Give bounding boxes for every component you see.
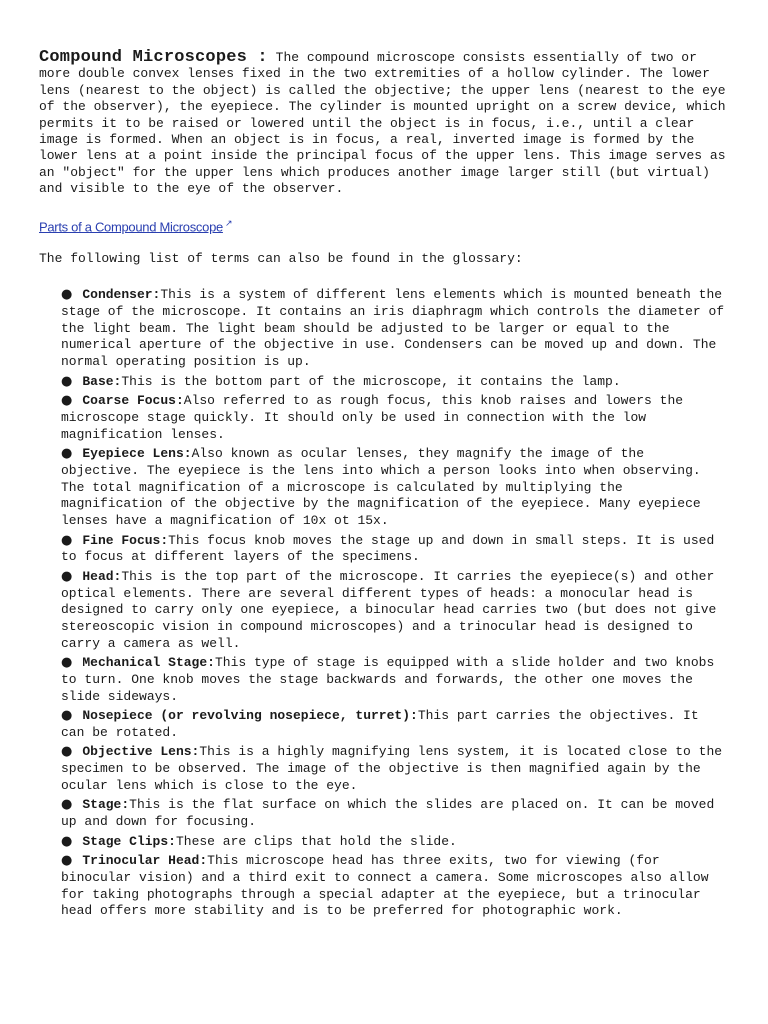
term-description: This focus knob moves the stage up and down in small steps. It is used to focus at different layers of the specimens. <box>61 532 715 565</box>
term-label: Coarse Focus: <box>82 392 184 408</box>
term-label: Base: <box>82 373 122 389</box>
bullet-icon: ● <box>61 373 73 389</box>
terms-list <box>61 287 729 920</box>
bullet-icon: ● <box>61 853 73 869</box>
intro-paragraph <box>39 50 729 198</box>
bullet-icon: ● <box>61 445 73 461</box>
link-line <box>39 215 729 235</box>
list-item <box>61 393 729 443</box>
term-label: Fine Focus: <box>82 532 169 548</box>
term-description: These are clips that hold the slide. <box>175 833 457 849</box>
list-item <box>61 533 729 567</box>
external-link-icon[interactable]: ↗ <box>224 217 233 228</box>
term-label: Condenser: <box>82 286 161 302</box>
term-description: Also referred to as rough focus, this knob raises and lowers the microscope stage quickly. It should only be used in connection with the low magnification lenses. <box>61 392 684 442</box>
term-description: This microscope head has three exits, two for viewing (for binocular vision) and a third exit to connect a camera. Some microscopes also allow for taking photographs through a special adapter at the eyepiece, but a trinocular head offers more stability and is to be preferred for photographic work. <box>61 853 709 919</box>
intro-text: The compound microscope consists essentially of two or more double convex lenses fixed in the two extremities of a hollow cylinder. The lower lens (nearest to the object) is called the objective; the upper lens (nearest to the eye of the observer), the eyepiece. The cylinder is mounted upright on a screw device, which permits it to be raised or lowered until the object is in focus, i.e., until a clear image is formed. When an object is in focus, a real, inverted image is formed by the lower lens at a point inside the principal focus of the upper lens. This image serves as an "object" for the upper lens which produces another image larger still (but virtual) and visible to the eye of the observer. <box>39 50 726 197</box>
bullet-icon: ● <box>61 392 73 408</box>
page-title: Compound Microscopes : <box>39 48 268 67</box>
list-item <box>61 853 729 920</box>
document-page <box>39 50 729 923</box>
term-description: This is the top part of the microscope. It carries the eyepiece(s) and other optical elements. There are several different types of heads: a monocular head is designed to carry only one eyepiece, a binocular head carries two (but does not give stereoscopic vision in compound microscopes) and a trinocular head is designed to carry a camera as well. <box>61 568 717 651</box>
term-description: This type of stage is equipped with a slide holder and two knobs to turn. One knob moves the stage backwards and forwards, the other one moves the slide sideways. <box>61 655 715 704</box>
term-label: Nosepiece (or revolving nosepiece, turret): <box>82 708 418 724</box>
term-label: Head: <box>82 568 122 584</box>
list-item <box>61 834 729 851</box>
list-item <box>61 446 729 530</box>
term-label: Stage Clips: <box>82 833 176 849</box>
term-label: Trinocular Head: <box>82 853 208 869</box>
glossary-intro: The following list of terms can also be found in the glossary: <box>39 250 523 266</box>
term-description: This is the flat surface on which the slides are placed on. It can be moved up and down for focusing. <box>61 797 715 830</box>
bullet-icon: ● <box>61 708 73 724</box>
bullet-icon: ● <box>61 568 73 584</box>
bullet-icon: ● <box>61 797 73 813</box>
term-label: Objective Lens: <box>82 744 200 760</box>
term-label: Stage: <box>82 797 130 813</box>
list-item <box>61 655 729 705</box>
bullet-icon: ● <box>61 744 73 760</box>
list-item <box>61 797 729 831</box>
bullet-icon: ● <box>61 532 73 548</box>
list-item <box>61 708 729 742</box>
parts-of-compound-microscope-link[interactable]: Parts of a Compound Microscope <box>39 218 223 234</box>
list-item <box>61 374 729 391</box>
term-label: Eyepiece Lens: <box>82 445 192 461</box>
list-item <box>61 287 729 371</box>
list-item <box>61 569 729 653</box>
term-description: This is the bottom part of the microscope, it contains the lamp. <box>121 373 621 389</box>
term-description: This part carries the objectives. It can be rotated. <box>61 708 699 741</box>
list-item <box>61 744 729 794</box>
term-description: This is a system of different lens elements which is mounted beneath the stage of the microscope. It contains an iris diaphragm which controls the diameter of the light beam. The light beam should be adjusted to be larger or equal to the numerical aperture of the objective in use. Condensers can be moved up and down. The normal operating position is up. <box>61 286 725 370</box>
bullet-icon: ● <box>61 833 73 849</box>
term-description: Also known as ocular lenses, they magnify the image of the objective. The eyepiece is the lens into which a person looks into when observing. The total magnification of a microscope is calculated by multiplying the magnification of the objective by the magnification of the eyepiece. Many eyepiece lenses have a magnification of 10x ot 15x. <box>61 445 701 529</box>
term-label: Mechanical Stage: <box>82 655 215 671</box>
bullet-icon: ● <box>61 655 73 671</box>
term-description: This is a highly magnifying lens system, it is located close to the specimen to be observed. The image of the objective is then magnified again by the ocular lens which is close to the eye. <box>61 744 723 794</box>
bullet-icon: ● <box>61 286 73 302</box>
